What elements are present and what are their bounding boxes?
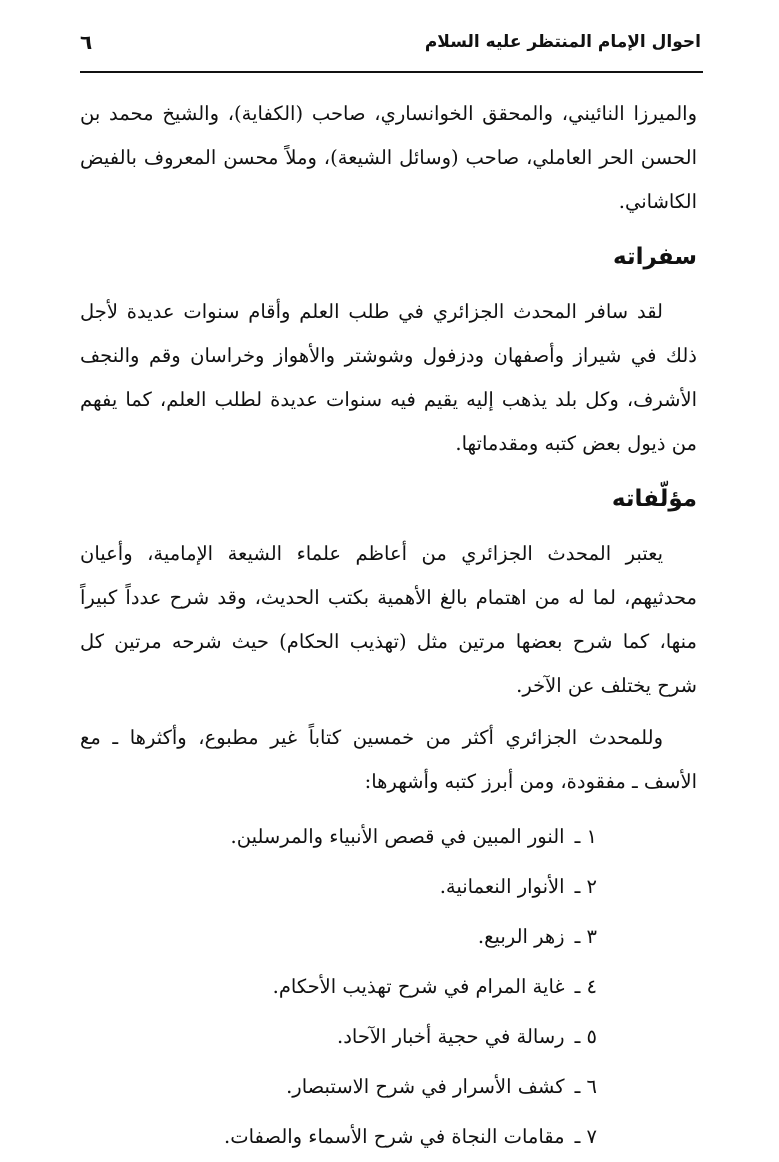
list-item-number: ٧ ـ	[574, 1125, 597, 1148]
list-item-title: الأنوار النعمانية.	[439, 875, 565, 898]
list-item-title: النور المبين في قصص الأنبياء والمرسلين.	[230, 825, 565, 848]
page-body	[80, 92, 697, 1162]
list-item-number: ٤ ـ	[574, 975, 597, 998]
section-heading-works: مؤلّفاته	[611, 486, 697, 512]
list-item-title: كشف الأسرار في شرح الاستبصار.	[286, 1075, 565, 1098]
page-number: ٦	[80, 30, 93, 54]
list-item-number: ٦ ـ	[574, 1075, 597, 1098]
list-item	[80, 912, 697, 962]
section-heading-travels: سفراته	[613, 244, 697, 270]
works-intro-paragraph: وللمحدث الجزائري أكثر من خمسين كتاباً غير مطبوع، وأكثرها ـ مع الأسف ـ مفقودة، ومن أبرز كتبه وأشهرها:	[80, 726, 697, 793]
works-list	[80, 812, 697, 1162]
list-item-title: رسالة في حجية أخبار الآحاد.	[337, 1025, 565, 1048]
list-item	[80, 1112, 697, 1162]
works-paragraph: يعتبر المحدث الجزائري من أعاظم علماء الشيعة الإمامية، وأعيان محدثيهم، لما له من اهتمام بالغ الأهمية بكتب الحديث، وقد شرح عدداً كبيراً منها، كما شرح بعضها مرتين مثل (تهذيب الحكام) حيث شرحه مرتين كل شرح يختلف عن الآخر.	[80, 542, 697, 697]
list-item	[80, 1062, 697, 1112]
list-item	[80, 1012, 697, 1062]
list-item-number: ١ ـ	[574, 825, 597, 848]
list-item-number: ٥ ـ	[574, 1025, 597, 1048]
list-item	[80, 862, 697, 912]
list-item-title: زهر الربيع.	[477, 925, 565, 948]
page-header	[80, 26, 701, 68]
list-item-title: غاية المرام في شرح تهذيب الأحكام.	[272, 975, 565, 998]
running-title: احوال الإمام المنتظر عليه السلام	[424, 32, 701, 52]
list-item-title: مقامات النجاة في شرح الأسماء والصفات.	[224, 1125, 565, 1148]
intro-paragraph: والميرزا النائيني، والمحقق الخوانساري، صاحب (الكفاية)، والشيخ محمد بن الحسن الحر العاملي، صاحب (وسائل الشيعة)، وملاً محسن المعروف بالفيض الكاشاني.	[80, 102, 697, 213]
list-item-number: ٣ ـ	[574, 925, 597, 948]
travels-paragraph: لقد سافر المحدث الجزائري في طلب العلم وأقام سنوات عديدة لأجل ذلك في شيراز وأصفهان ودزفول وشوشتر والأهواز وخراسان وقم والنجف الأشرف، وكل بلد يذهب إليه يقيم فيه سنوات عديدة لطلب العلم، كما يفهم من ذيول بعض كتبه ومقدماتها.	[80, 300, 697, 455]
list-item	[80, 962, 697, 1012]
list-item-number: ٢ ـ	[574, 875, 597, 898]
header-rule	[80, 71, 703, 73]
list-item	[80, 812, 697, 862]
